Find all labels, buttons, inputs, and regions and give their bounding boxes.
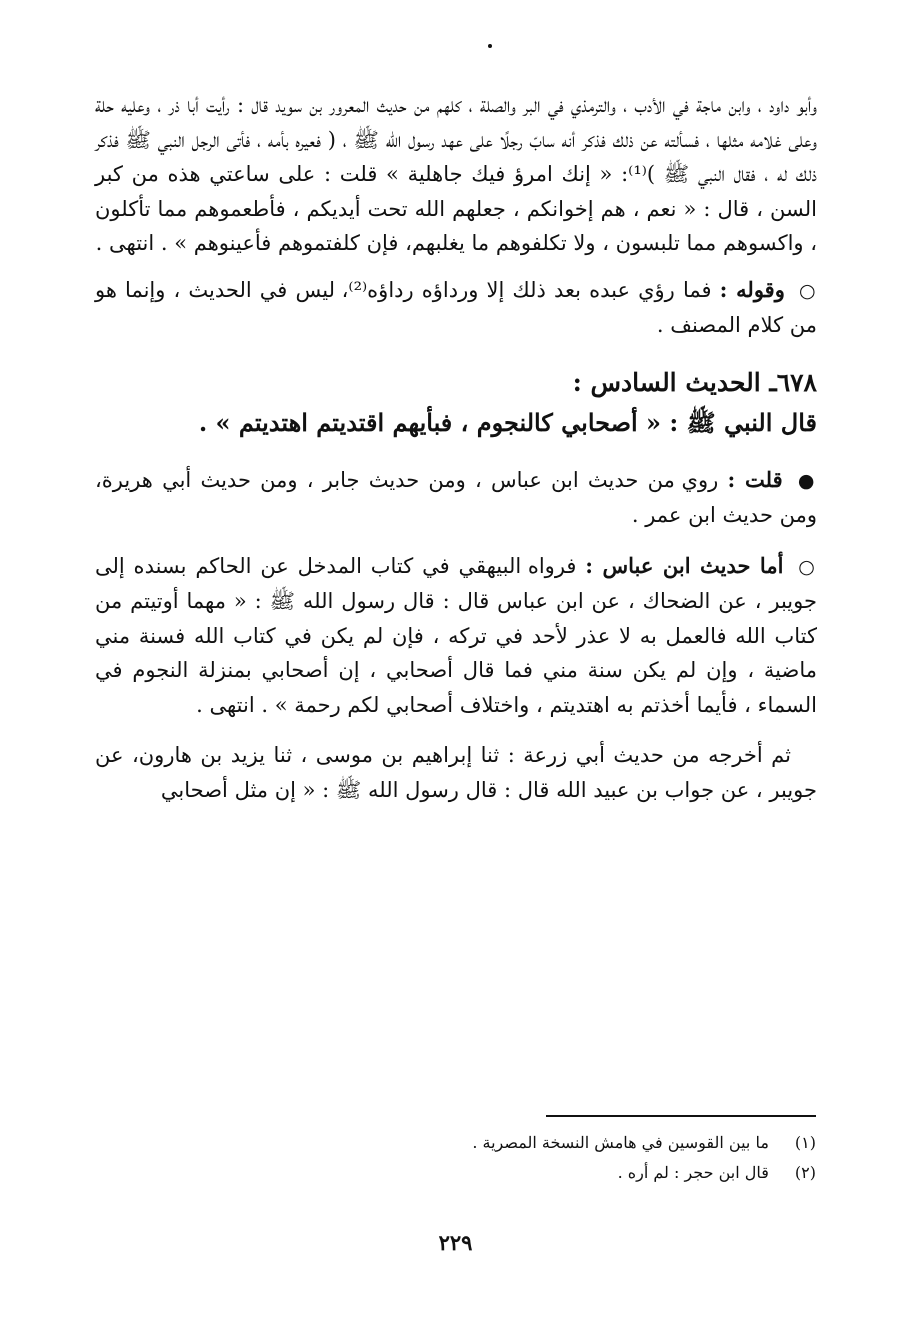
paragraph-qultu <box>95 463 817 533</box>
paragraph-ibn-abbas <box>95 549 817 723</box>
footnote-number: (١) <box>794 1133 816 1152</box>
footnotes <box>94 1128 816 1188</box>
hollow-circle-icon: ○ <box>798 555 817 578</box>
hadith-text: قال النبي ﷺ : « أصحابي كالنجوم ، فبأيهم اقتديتم اهتديتم » . <box>198 407 817 437</box>
paragraph-text: فرواه البيهقي في كتاب المدخل عن الحاكم بسنده إلى جويبر ، عن الضحاك ، عن ابن عباس قال : قال رسول الله ﷺ : « مهما أوتيتم من كتاب الله فالعمل به لا عذر لأحد في تركه ، فإن لم يكن في كتاب الله فسنة مني ماضية ، وإن لم يكن سنة مني فما قال أصحابي ، إن أصحابي بمنزلة النجوم في السماء ، فأيما أخذتم به اهتديتم ، واختلاف أصحابي لكم رحمة » . انتهى . <box>95 553 817 717</box>
paragraph-text: روي من حديث ابن عباس ، ومن حديث جابر ، ومن حديث أبي هريرة، ومن حديث ابن عمر . <box>95 467 817 527</box>
lead-phrase: قلت : <box>727 466 783 492</box>
paragraph-author-remark <box>95 273 817 343</box>
footnote <box>94 1128 816 1158</box>
paragraph-text: فما رؤي عبده بعد ذلك إلا ورداؤه رداؤه⁽²⁾، ليس في الحديث ، وإنما هو من كلام المصنف . <box>95 277 817 337</box>
hadith-heading: ٦٧٨ـ الحديث السادس : <box>572 367 817 397</box>
lead-phrase: أما حديث ابن عباس : <box>585 552 784 578</box>
footnote-text: قال ابن حجر : لم أره . <box>617 1163 769 1182</box>
hollow-circle-icon: ○ <box>798 279 818 302</box>
page-number: ٢٢٩ <box>438 1230 473 1255</box>
page-body <box>95 88 817 807</box>
paragraph-abu-dharr: وأبو داود ، وابن ماجة في الأدب ، والترمذي في البر والصلة ، كلهم من حديث المعرور بن سويد قال : رأيت أبا ذر ، وعليه حلة وعلى غلامه مثلها ، فسألته عن ذلك فذكر أنه سابّ رجلًا على عهد رسول الله ﷺ ، ( فعيره بأمه ، فأتى الرجل النبي ﷺ فذكر ذلك له ، فقال النبي ﷺ )⁽¹⁾: « إنك امرؤ فيك جاهلية » قلت : على ساعتي هذه من كبر السن ، قال : « نعم ، هم إخوانكم ، جعلهم الله تحت أيديكم ، فأطعموهم مما تأكلون ، واكسوهم مما تلبسون ، ولا تكلفوهم ما يغلبهم، فإن كلفتموهم فأعينوهم » . انتهى . <box>95 93 817 255</box>
footnote-text: ما بين القوسين في هامش النسخة المصرية . <box>472 1133 769 1152</box>
stray-dot <box>488 44 492 48</box>
footnote-divider <box>546 1115 816 1117</box>
filled-circle-icon: ● <box>797 469 817 492</box>
paragraph-abu-zurah: ثم أخرجه من حديث أبي زرعة : ثنا إبراهيم بن موسى ، ثنا يزيد بن هارون، عن جويبر ، عن جواب بن عبيد الله قال : قال رسول الله ﷺ : « إن مثل أصحابي <box>95 743 817 802</box>
footnote-number: (٢) <box>794 1163 816 1182</box>
lead-phrase: وقوله : <box>719 276 785 302</box>
footnote <box>94 1158 816 1188</box>
